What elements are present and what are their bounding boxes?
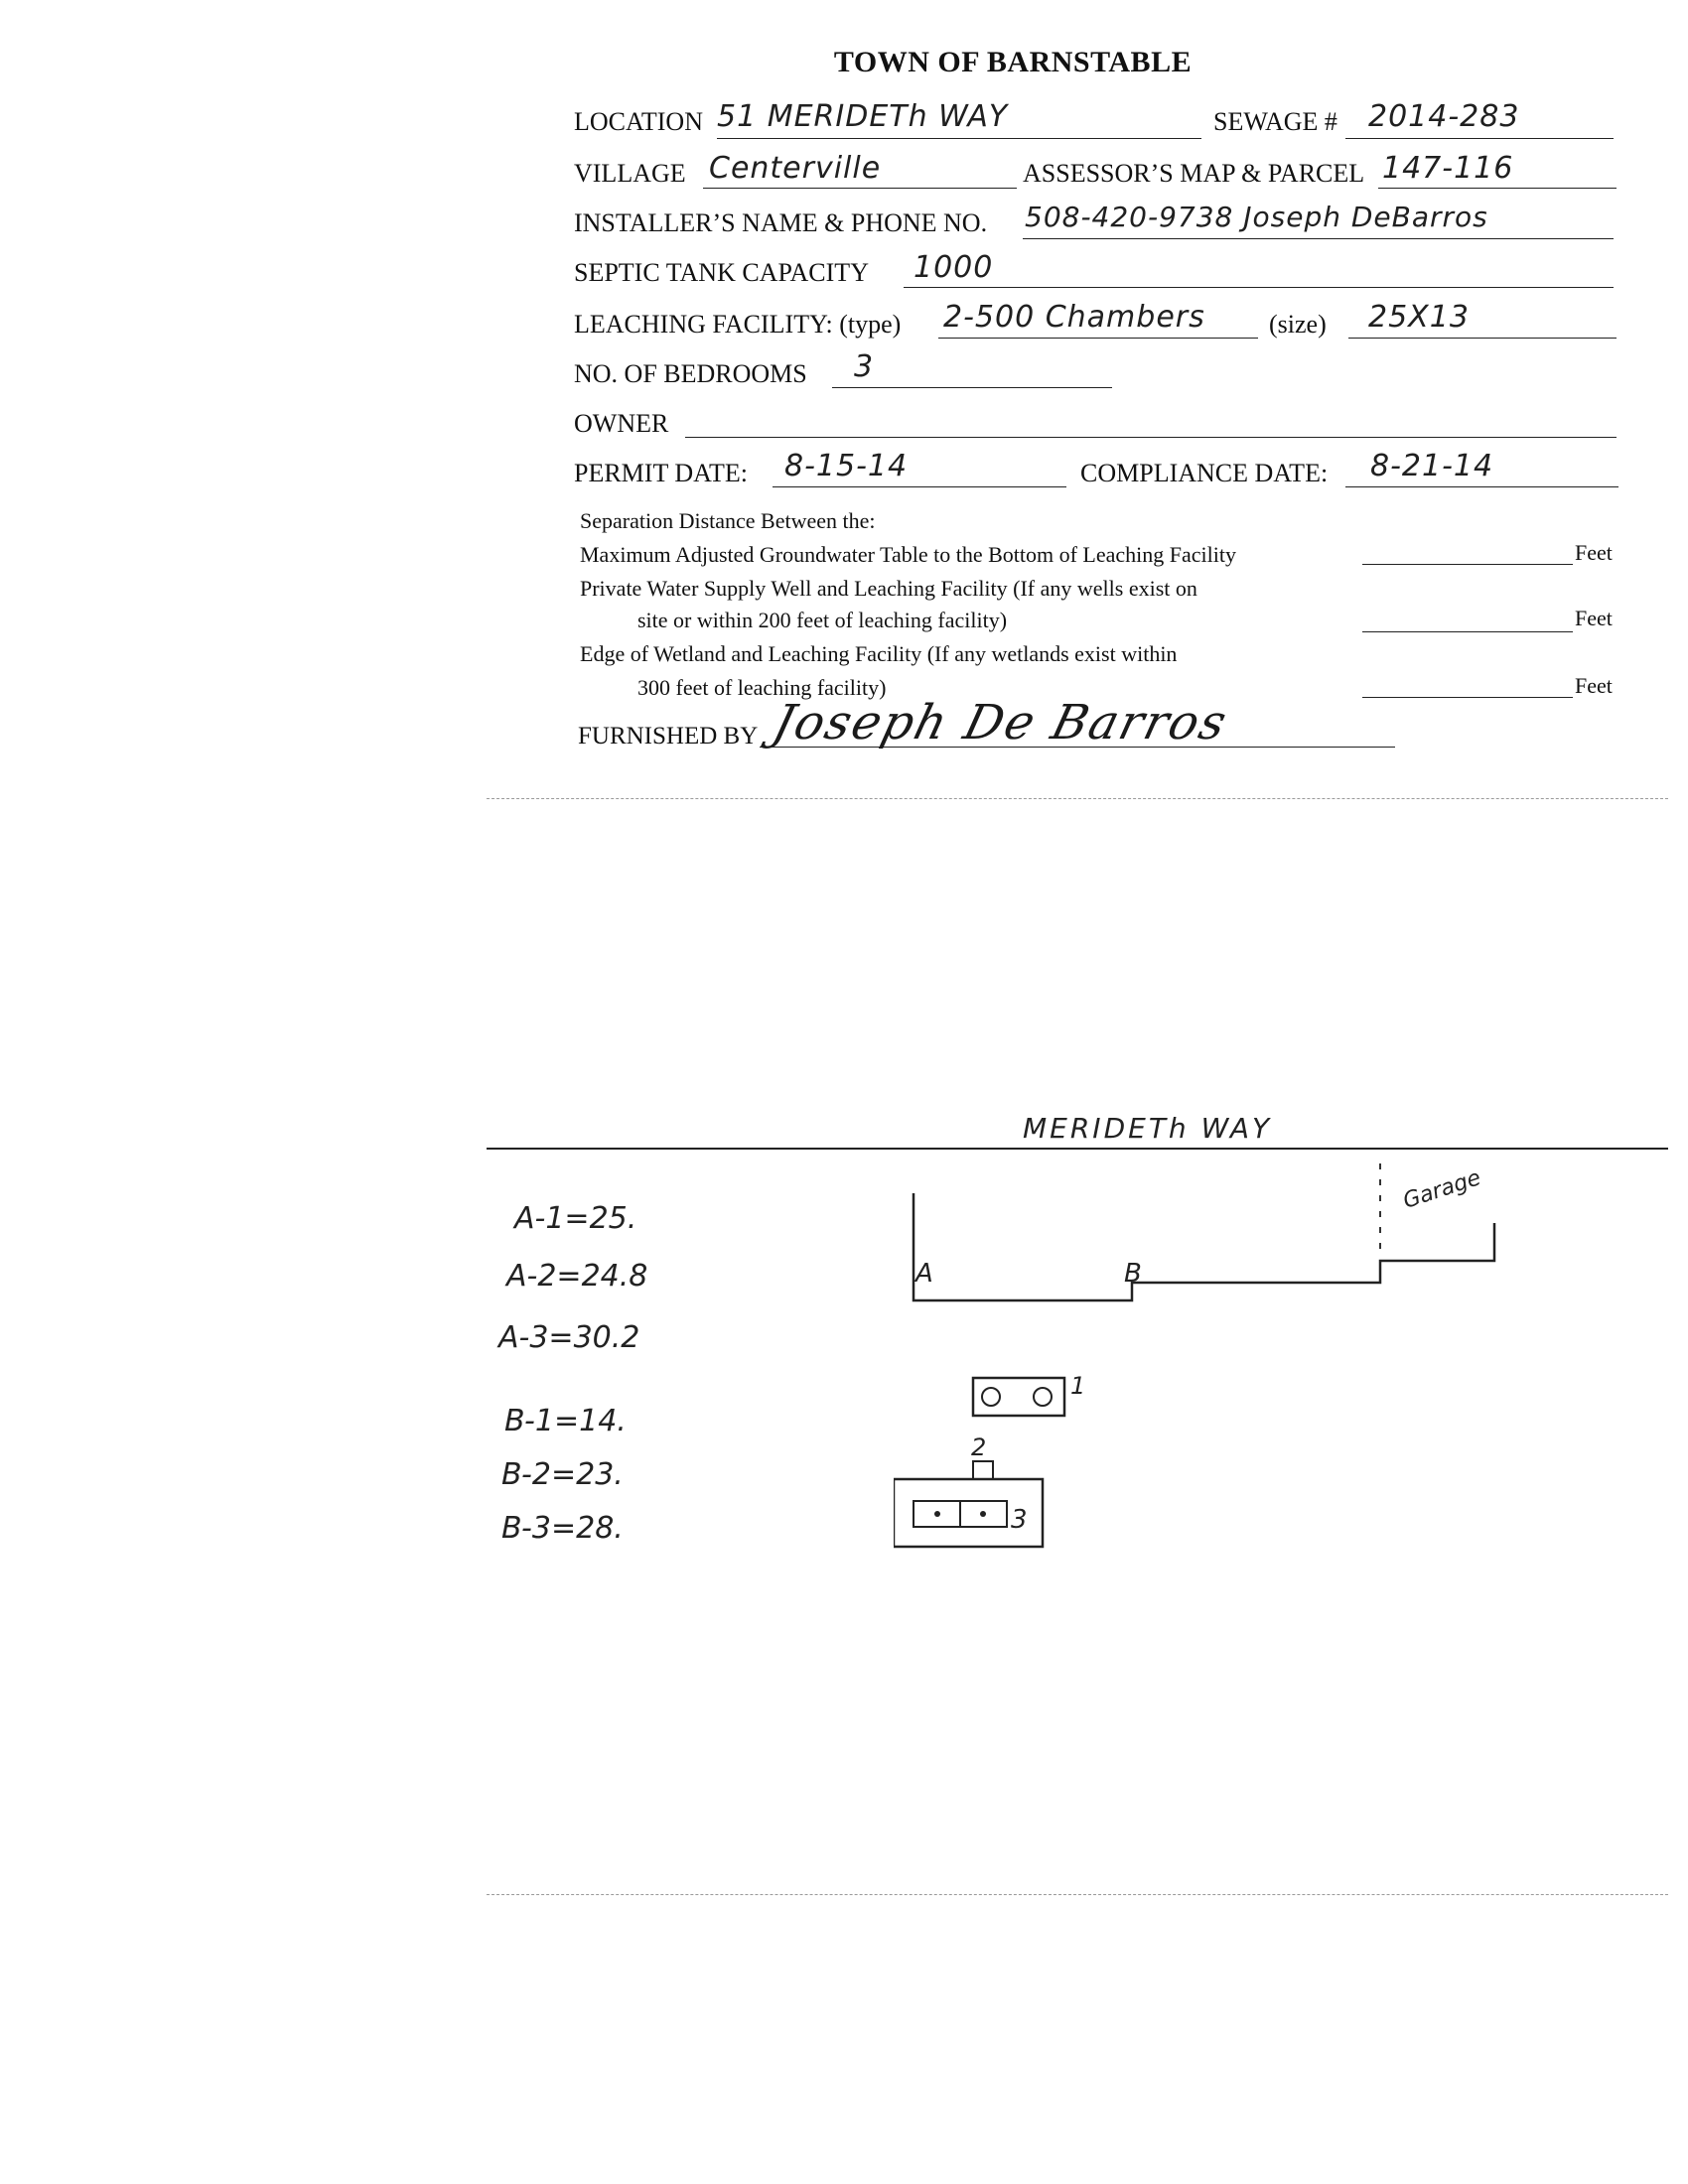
separation-row2-unit: Feet [1575, 606, 1613, 630]
permit-date-line [773, 486, 1066, 487]
assessor-line [1378, 188, 1617, 189]
compliance-date-label: COMPLIANCE DATE: [1080, 459, 1329, 487]
separation-row2b: site or within 200 feet of leaching facility) [637, 608, 1008, 632]
sewage-label: SEWAGE # [1213, 107, 1337, 136]
separation-heading: Separation Distance Between the: [580, 508, 876, 533]
street-name: MERIDETh WAY [1023, 1112, 1273, 1145]
assessor-value: 147-116 [1382, 151, 1514, 186]
tank-dot-right [980, 1511, 986, 1517]
chamber-circle-right [1034, 1388, 1052, 1406]
leaching-label: LEACHING FACILITY: (type) [574, 310, 902, 339]
furnished-by-label: FURNISHED BY [578, 723, 759, 750]
owner-line [685, 437, 1617, 438]
separation-row2a: Private Water Supply Well and Leaching Facility (If any wells exist on [580, 576, 1197, 601]
site-sketch [894, 1152, 1529, 1588]
measurement-b3: B-3=28. [501, 1511, 624, 1546]
measurement-b1: B-1=14. [504, 1404, 627, 1438]
point-a-label: A [915, 1259, 933, 1289]
measurement-a3: A-3=30.2 [498, 1320, 640, 1355]
septic-label: SEPTIC TANK CAPACITY [574, 258, 869, 287]
site-sketch-svg [894, 1152, 1529, 1588]
tank-dot-left [934, 1511, 940, 1517]
furnished-by-signature: Joseph De Barros [768, 695, 1234, 751]
septic-line [904, 287, 1614, 288]
separation-row3-line [1362, 697, 1573, 698]
septic-value: 1000 [914, 250, 994, 285]
street-line [487, 1148, 1668, 1150]
location-value: 51 MERIDETh WAY [717, 99, 1009, 134]
location-label: LOCATION [574, 107, 703, 136]
installer-label: INSTALLER’S NAME & PHONE NO. [574, 208, 988, 237]
leaching-size-label: (size) [1269, 310, 1327, 339]
bedrooms-label: NO. OF BEDROOMS [574, 359, 807, 388]
leaching-type-line [938, 338, 1258, 339]
distribution-box-2 [973, 1461, 993, 1479]
marker-3-label: 3 [1011, 1505, 1028, 1535]
leaching-size-line [1348, 338, 1617, 339]
separation-row3a: Edge of Wetland and Leaching Facility (If any wetlands exist within [580, 641, 1178, 666]
assessor-label: ASSESSOR’S MAP & PARCEL [1023, 159, 1365, 188]
separation-row1: Maximum Adjusted Groundwater Table to the Bottom of Leaching Facility [580, 542, 1236, 567]
marker-1-label: 1 [1070, 1372, 1086, 1400]
point-b-label: B [1124, 1259, 1142, 1289]
leaching-type-value: 2-500 Chambers [943, 300, 1205, 335]
bedrooms-value: 3 [854, 349, 875, 384]
village-value: Centerville [709, 151, 882, 186]
installer-value: 508-420-9738 Joseph DeBarros [1025, 201, 1488, 233]
leaching-size-value: 25X13 [1368, 300, 1470, 335]
separation-row2-line [1362, 631, 1573, 632]
owner-label: OWNER [574, 409, 669, 438]
bedrooms-line [832, 387, 1112, 388]
sewage-value: 2014-283 [1368, 99, 1520, 134]
separation-row1-unit: Feet [1575, 540, 1613, 565]
marker-2-label: 2 [971, 1433, 987, 1461]
separation-row3b: 300 feet of leaching facility) [637, 675, 887, 700]
title-text: TOWN OF BARNSTABLE [833, 46, 1193, 78]
measurement-a2: A-2=24.8 [506, 1259, 648, 1294]
compliance-date-line [1345, 486, 1618, 487]
permit-date-label: PERMIT DATE: [574, 459, 749, 487]
village-line [703, 188, 1017, 189]
garage-label: Garage [1400, 1165, 1484, 1214]
page-title [0, 46, 1688, 79]
divider-lower [487, 1894, 1668, 1895]
installer-line [1023, 238, 1614, 239]
divider-upper [487, 798, 1668, 799]
measurement-a1: A-1=25. [514, 1201, 637, 1236]
permit-date-value: 8-15-14 [784, 449, 909, 483]
separation-row3-unit: Feet [1575, 673, 1613, 698]
location-line [717, 138, 1201, 139]
sewage-line [1345, 138, 1614, 139]
compliance-date-value: 8-21-14 [1370, 449, 1494, 483]
measurement-b2: B-2=23. [501, 1457, 624, 1492]
separation-row1-line [1362, 564, 1573, 565]
village-label: VILLAGE [574, 159, 686, 188]
chamber-circle-left [982, 1388, 1000, 1406]
